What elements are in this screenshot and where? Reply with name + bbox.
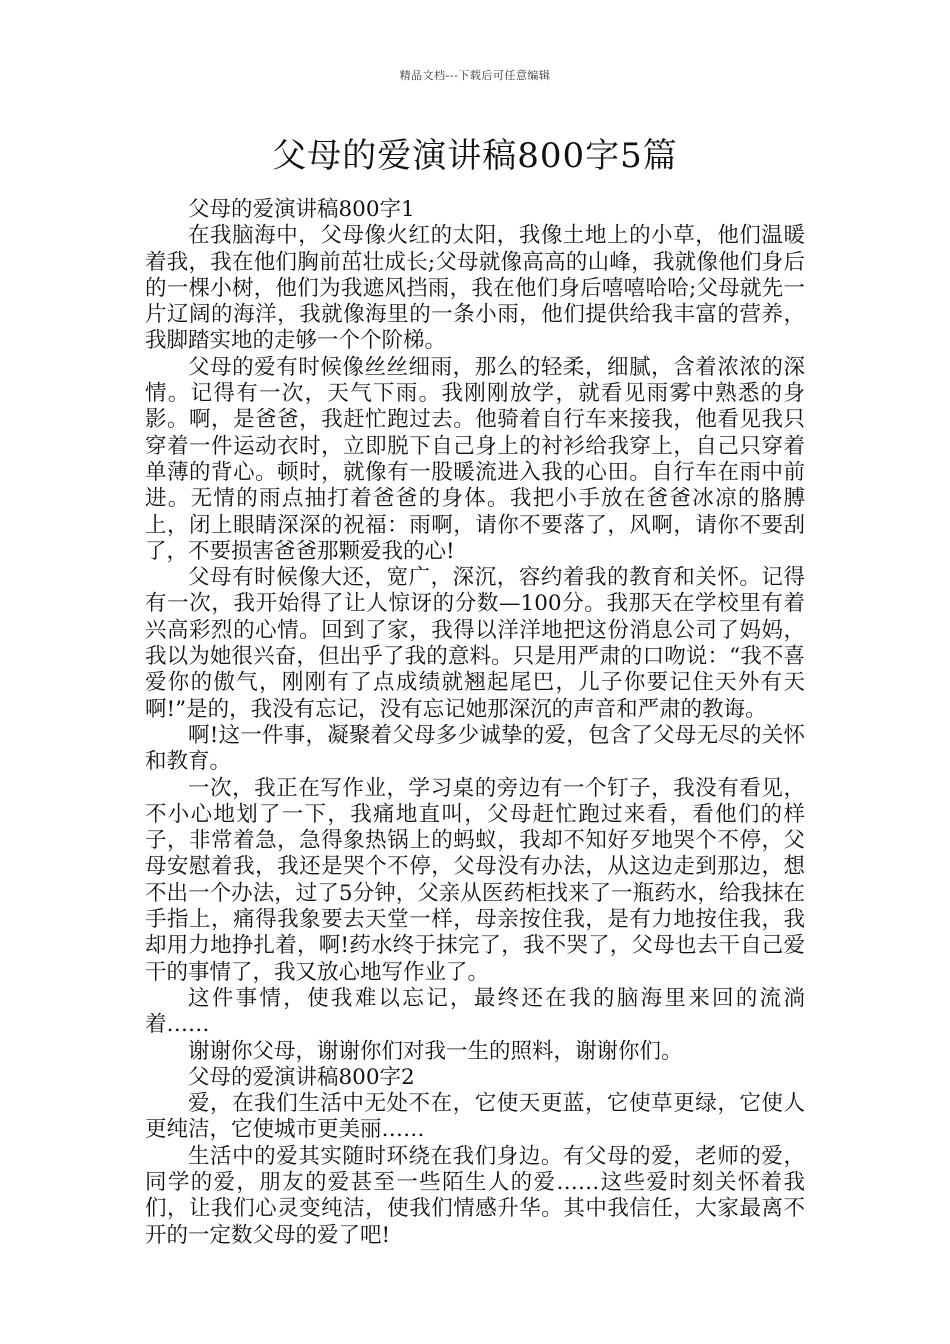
paragraph: 父母有时候像大还，宽广，深沉，容约着我的教育和关怀。记得有一次，我开始得了让人惊讶的分数—100分。我那天在学校里有着兴高彩烈的心情。回到了家，我得以洋洋地把这份消息公司了妈妈，我以为她很兴奋，但出乎了我的意料。只是用严肃的口吻说：“我不喜爱你的傲气，刚刚有了点成绩就翘起尾巴，儿子你要记住天外有天啊!”是的，我没有忘记，没有忘记她那深沉的声音和严肃的教诲。 (145, 565, 805, 722)
paragraph: 这件事情，使我难以忘记，最终还在我的脑海里来回的流淌着…… (145, 985, 805, 1038)
section-heading: 父母的爱演讲稿800字2 (188, 1064, 415, 1090)
section-heading: 父母的爱演讲稿800字1 (188, 197, 415, 222)
header-note: 精品文档---下载后可任意编辑 (399, 69, 551, 82)
paragraph: 生活中的爱其实随时环绕在我们身边。有父母的爱，老师的爱，同学的爱，朋友的爱甚至一些陌生人的爱……这些爱时刻关怀着我们，让我们心灵变纯洁，使我们情感升华。其中我信任，大家最离不开的一定数父母的爱了吧! (145, 1143, 805, 1248)
paragraph: 父母的爱有时候像丝丝细雨，那么的轻柔，细腻，含着浓浓的深情。记得有一次，天气下雨。我刚刚放学，就看见雨雾中熟悉的身影。啊，是爸爸，我赶忙跑过去。他骑着自行车来接我，他看见我只穿着一件运动衣时，立即脱下自己身上的衬衫给我穿上，自己只穿着单薄的背心。顿时，就像有一股暖流进入我的心田。自行车在雨中前进。无情的雨点抽打着爸爸的身体。我把小手放在爸爸冰凉的胳膊上，闭上眼睛深深的祝福：雨啊，请你不要落了，风啊，请你不要刮了，不要损害爸爸那颗爱我的心! (145, 354, 805, 564)
document-body (145, 197, 805, 1249)
document-title: 父母的爱演讲稿800字5篇 (272, 136, 678, 176)
paragraph: 一次，我正在写作业，学习桌的旁边有一个钉子，我没有看见，不小心地划了一下，我痛地直叫，父母赶忙跑过来看，看他们的样子，非常着急，急得象热锅上的蚂蚁，我却不知好歹地哭个不停，父母安慰着我，我还是哭个不停，父母没有办法，从这边走到那边，想不出一个办法，过了5分钟，父亲从医药柜找来了一瓶药水，给我抹在手指上，痛得我象要去天堂一样，母亲按住我，是有力地按住我，我却用力地挣扎着，啊!药水终于抹完了，我不哭了，父母也去干自己爱干的事情了，我又放心地写作业了。 (145, 775, 805, 985)
paragraph: 谢谢你父母，谢谢你们对我一生的照料，谢谢你们。 (188, 1038, 683, 1064)
paragraph: 在我脑海中，父母像火红的太阳，我像土地上的小草，他们温暖着我，我在他们胸前茁壮成长;父母就像高高的山峰，我就像他们身后的一棵小树，他们为我遮风挡雨，我在他们身后嘻嘻哈哈;父母就先一片辽阔的海洋，我就像海里的一条小雨，他们提供给我丰富的营养，我脚踏实地的走够一个个阶梯。 (145, 223, 805, 354)
paragraph: 爱，在我们生活中无处不在，它使天更蓝，它使草更绿，它使人更纯洁，它使城市更美丽…… (145, 1091, 805, 1143)
paragraph: 啊!这一件事，凝聚着父母多少诚挚的爱，包含了父母无尽的关怀和教育。 (145, 722, 805, 775)
